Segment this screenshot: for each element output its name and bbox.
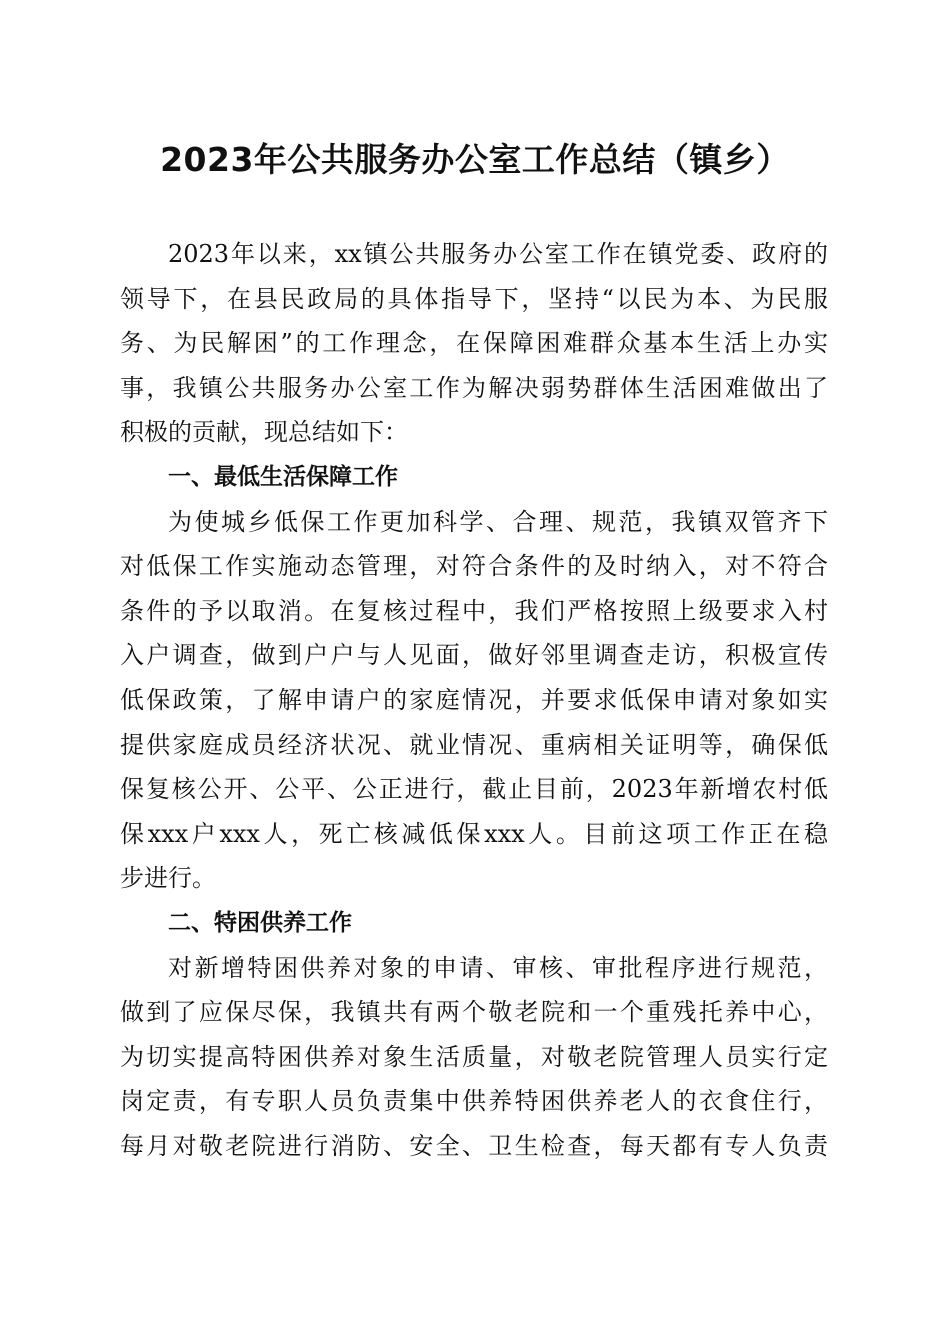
paragraph-line: 每月对敬老院进行消防、安全、卫生检查，每天都有专人负责	[120, 1131, 828, 1160]
document-body	[120, 232, 828, 1168]
paragraph-line: 事，我镇公共服务办公室工作为解决弱势群体生活困难做出了	[120, 373, 828, 402]
paragraph-line: 领导下，在县民政局的具体指导下，坚持“以民为本、为民服	[120, 284, 828, 313]
paragraph-line: 务、为民解困”的工作理念，在保障困难群众基本生活上办实	[120, 329, 828, 358]
section-heading: 一、最低生活保障工作	[168, 463, 398, 490]
paragraph-line: 岗定责，有专职人员负责集中供养特困供养老人的衣食住行，	[120, 1087, 828, 1116]
paragraph-line: 做到了应保尽保，我镇共有两个敬老院和一个重残托养中心，	[120, 998, 828, 1027]
paragraph-line: 保复核公开、公平、公正进行，截止目前，2023年新增农村低	[120, 775, 828, 804]
paragraph-line: 2023年以来，xx镇公共服务办公室工作在镇党委、政府的	[168, 240, 828, 268]
paragraph-line: 入户调查，做到户户与人见面，做好邻里调查走访，积极宣传	[120, 641, 828, 670]
paragraph-line: 保xxx户xxx人，死亡核减低保xxx人。目前这项工作正在稳	[120, 819, 828, 848]
paragraph-line: 对新增特困供养对象的申请、审核、审批程序进行规范，	[168, 953, 828, 982]
document-title: 2023年公共服务办公室工作总结（镇乡）	[160, 140, 790, 179]
paragraph-line: 步进行。	[120, 864, 216, 893]
paragraph-line: 低保政策，了解申请户的家庭情况，并要求低保申请对象如实	[120, 685, 828, 714]
paragraph-line: 为使城乡低保工作更加科学、合理、规范，我镇双管齐下	[168, 507, 828, 536]
paragraph-line: 提供家庭成员经济状况、就业情况、重病相关证明等，确保低	[120, 730, 828, 759]
paragraph-line: 为切实提高特困供养对象生活质量，对敬老院管理人员实行定	[120, 1042, 828, 1071]
section-heading: 二、特困供养工作	[168, 909, 352, 936]
paragraph-line: 对低保工作实施动态管理，对符合条件的及时纳入，对不符合	[120, 552, 828, 581]
paragraph-line: 条件的予以取消。在复核过程中，我们严格按照上级要求入村	[120, 596, 828, 625]
paragraph-line: 积极的贡献，现总结如下：	[120, 418, 408, 447]
